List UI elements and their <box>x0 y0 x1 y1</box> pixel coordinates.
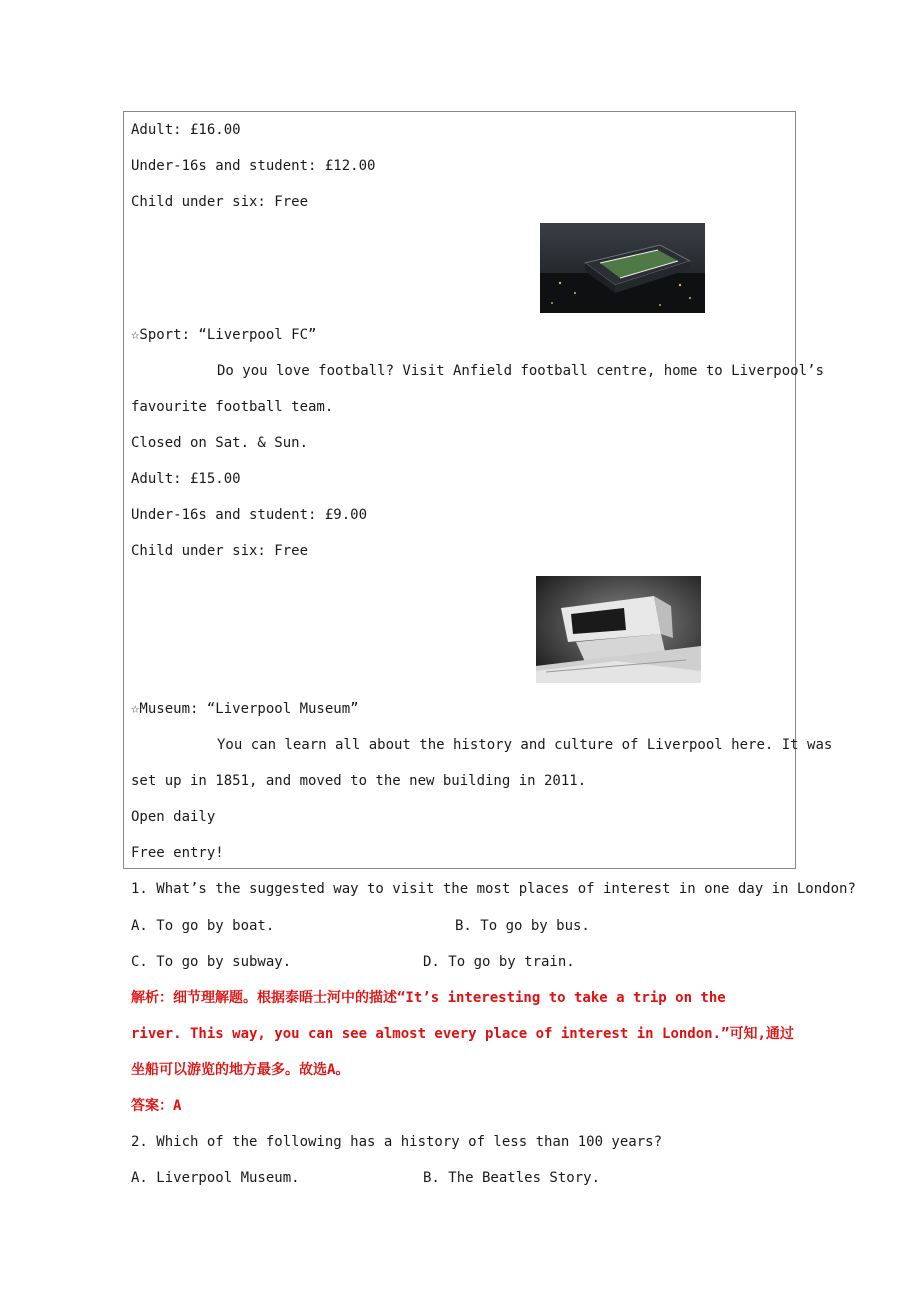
question-1-stem: 1. What’s the suggested way to visit the most places of interest in one day in London? <box>131 881 856 897</box>
sport-desc-line2: favourite football team. <box>131 399 334 415</box>
prev-child-price: Child under six: Free <box>131 194 309 210</box>
question-1-analysis-line2: river. This way, you can see almost every place of interest in London.”可知,通过 <box>131 1026 794 1042</box>
sport-desc-line1: Do you love football? Visit Anfield football centre, home to Liverpool’s <box>217 363 824 379</box>
museum-desc-line2: set up in 1851, and moved to the new building in 2011. <box>131 773 587 789</box>
stadium-aerial-photo <box>540 223 705 313</box>
sport-hours: Closed on Sat. & Sun. <box>131 435 309 451</box>
question-1-answer: 答案：A <box>131 1098 182 1114</box>
question-1-option-a: A. To go by boat. <box>131 918 275 934</box>
question-1-analysis-line3: 坐船可以游览的地方最多。故选A。 <box>131 1062 350 1078</box>
sport-under16-price: Under-16s and student: £9.00 <box>131 507 368 523</box>
question-2-option-a: A. Liverpool Museum. <box>131 1170 300 1186</box>
question-2-stem: 2. Which of the following has a history of less than 100 years? <box>131 1134 663 1150</box>
sport-adult-price: Adult: £15.00 <box>131 471 241 487</box>
question-1-option-b: B. To go by bus. <box>455 918 590 934</box>
question-2-option-b: B. The Beatles Story. <box>423 1170 601 1186</box>
prev-under16-price: Under-16s and student: £12.00 <box>131 158 376 174</box>
question-1-option-c: C. To go by subway. <box>131 954 292 970</box>
museum-heading: ☆Museum: “Liverpool Museum” <box>131 701 359 717</box>
sport-heading: ☆Sport: “Liverpool FC” <box>131 327 317 343</box>
museum-entry: Free entry! <box>131 845 224 861</box>
question-1-option-d: D. To go by train. <box>423 954 575 970</box>
sport-child-price: Child under six: Free <box>131 543 309 559</box>
museum-desc-line1: You can learn all about the history and culture of Liverpool here. It was <box>217 737 833 753</box>
prev-adult-price: Adult: £16.00 <box>131 122 241 138</box>
question-1-analysis-line1: 解析：细节理解题。根据泰晤士河中的描述“It’s interesting to take a trip on the <box>131 990 726 1006</box>
museum-building-photo <box>536 576 701 683</box>
museum-hours: Open daily <box>131 809 216 825</box>
